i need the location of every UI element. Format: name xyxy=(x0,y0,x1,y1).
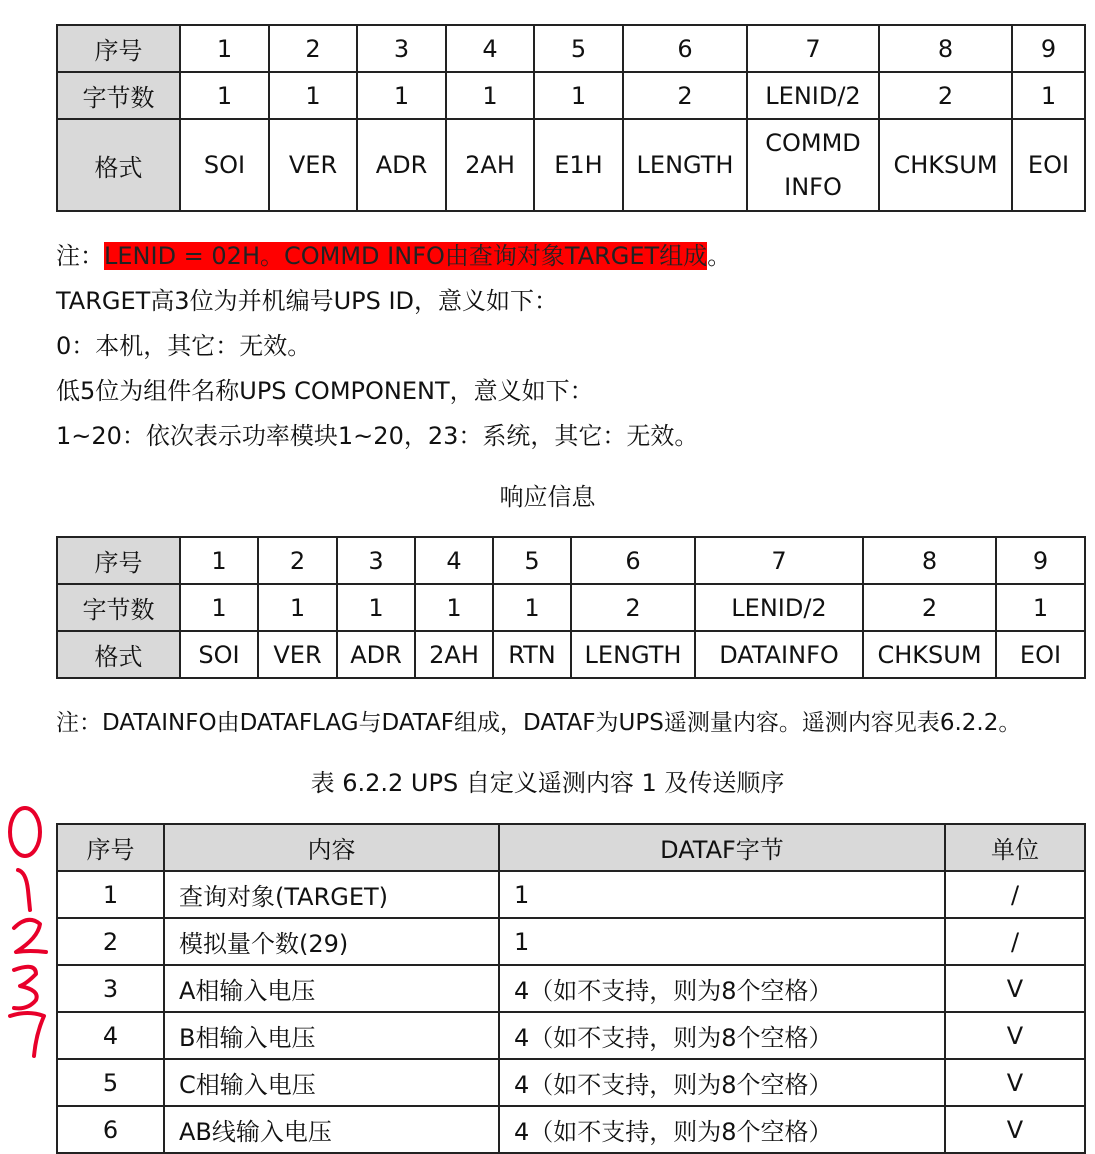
table-cell: 1 xyxy=(534,72,623,119)
table-cell: 2 xyxy=(258,537,337,584)
table-row xyxy=(57,918,1085,965)
table-cell: 4 xyxy=(57,1012,164,1059)
table-cell: / xyxy=(945,871,1085,918)
table-cell: A相输入电压 xyxy=(164,965,499,1012)
table-cell: 4（如不支持，则为8个空格） xyxy=(499,1106,945,1153)
table-cell: 5 xyxy=(57,1059,164,1106)
table-row xyxy=(57,1012,1085,1059)
table-row xyxy=(57,965,1085,1012)
table-cell: 序号 xyxy=(57,25,180,72)
table-cell: 9 xyxy=(996,537,1085,584)
note-suffix: 。 xyxy=(707,242,732,270)
table-row xyxy=(57,871,1085,918)
table-caption: 表 6.2.2 UPS 自定义遥测内容 1 及传送顺序 xyxy=(310,769,785,797)
table-cell: 4（如不支持，则为8个空格） xyxy=(499,1059,945,1106)
table-row xyxy=(57,119,1085,211)
column-header: 内容 xyxy=(164,824,499,871)
table-cell: V xyxy=(945,1012,1085,1059)
handwritten-annotation-icon xyxy=(0,800,60,1060)
note-low-bits: 低5位为组件名称UPS COMPONENT，意义如下： xyxy=(56,377,594,405)
table-cell: 6 xyxy=(57,1106,164,1153)
table-cell: SOI xyxy=(180,119,269,211)
note-local-unit: 0：本机，其它：无效。 xyxy=(56,332,312,360)
table-cell: 4 xyxy=(446,25,534,72)
table-cell: LENGTH xyxy=(623,119,747,211)
table-cell: 6 xyxy=(623,25,747,72)
table-cell: RTN xyxy=(493,631,571,678)
table-cell: 2 xyxy=(269,25,357,72)
table-cell: 1 xyxy=(180,537,258,584)
table-cell: 1 xyxy=(1012,72,1085,119)
table-row xyxy=(57,631,1085,678)
table-cell: B相输入电压 xyxy=(164,1012,499,1059)
note-components: 1~20：依次表示功率模块1~20，23：系统，其它：无效。 xyxy=(56,422,699,450)
table-cell: 字节数 xyxy=(57,584,180,631)
note-datainfo: 注：DATAINFO由DATAFLAG与DATAF组成，DATAF为UPS遥测量内容。遥测内容见表6.2.2。 xyxy=(56,710,1022,736)
table-cell: 1 xyxy=(258,584,337,631)
table-cell: LENID/2 xyxy=(747,72,879,119)
table-cell: 1 xyxy=(180,72,269,119)
table-row xyxy=(57,72,1085,119)
table-cell: 4（如不支持，则为8个空格） xyxy=(499,1012,945,1059)
table-cell: 1 xyxy=(415,584,493,631)
table-row xyxy=(57,537,1085,584)
note-lenid xyxy=(56,241,731,271)
table-cell: E1H xyxy=(534,119,623,211)
table-cell: CHKSUM xyxy=(879,119,1012,211)
column-header: 单位 xyxy=(945,824,1085,871)
column-header: DATAF字节 xyxy=(499,824,945,871)
table-cell: 3 xyxy=(337,537,415,584)
table-cell: ADR xyxy=(357,119,446,211)
table-cell: 2AH xyxy=(415,631,493,678)
table-cell: V xyxy=(945,1059,1085,1106)
table-row xyxy=(57,25,1085,72)
response-format-table xyxy=(56,536,1086,679)
table-cell: ADR xyxy=(337,631,415,678)
table-cell: 2 xyxy=(57,918,164,965)
table-cell: 1 xyxy=(493,584,571,631)
table-cell: 1 xyxy=(180,584,258,631)
table-cell: 2 xyxy=(863,584,996,631)
table-cell: 格式 xyxy=(57,119,180,211)
table-cell: 1 xyxy=(996,584,1085,631)
highlighted-text: LENID = 02H。COMMD INFO由查询对象TARGET组成 xyxy=(104,242,708,270)
table-cell: AB线输入电压 xyxy=(164,1106,499,1153)
table-cell: V xyxy=(945,1106,1085,1153)
table-cell: 查询对象(TARGET) xyxy=(164,871,499,918)
table-cell: 3 xyxy=(357,25,446,72)
table-cell: 4（如不支持，则为8个空格） xyxy=(499,965,945,1012)
table-cell: 2 xyxy=(623,72,747,119)
table-cell: EOI xyxy=(1012,119,1085,211)
table-cell: 9 xyxy=(1012,25,1085,72)
table-cell: C相输入电压 xyxy=(164,1059,499,1106)
table-cell: 1 xyxy=(337,584,415,631)
table-cell: 2 xyxy=(571,584,695,631)
table-cell: / xyxy=(945,918,1085,965)
table-cell: 1 xyxy=(446,72,534,119)
table-cell: 7 xyxy=(695,537,863,584)
note-prefix: 注： xyxy=(56,242,104,270)
table-cell: DATAINFO xyxy=(695,631,863,678)
table-cell: 8 xyxy=(879,25,1012,72)
table-cell: VER xyxy=(258,631,337,678)
table-cell: SOI xyxy=(180,631,258,678)
response-title: 响应信息 xyxy=(499,483,596,511)
table-cell: 3 xyxy=(57,965,164,1012)
table-cell: LENGTH xyxy=(571,631,695,678)
table-cell: COMMD INFO xyxy=(747,119,879,211)
table-cell: EOI xyxy=(996,631,1085,678)
note-target-high-bits: TARGET高3位为并机编号UPS ID，意义如下： xyxy=(56,287,559,315)
command-format-table xyxy=(56,24,1086,212)
table-cell: 5 xyxy=(493,537,571,584)
table-cell: 7 xyxy=(747,25,879,72)
table-cell: 字节数 xyxy=(57,72,180,119)
table-cell: VER xyxy=(269,119,357,211)
table-row xyxy=(57,584,1085,631)
table-cell: 1 xyxy=(180,25,269,72)
table-cell: 4 xyxy=(415,537,493,584)
table-cell: 序号 xyxy=(57,537,180,584)
table-cell: 8 xyxy=(863,537,996,584)
table-cell: 1 xyxy=(269,72,357,119)
table-cell: LENID/2 xyxy=(695,584,863,631)
table-header-row xyxy=(57,824,1085,871)
telemetry-content-table xyxy=(56,823,1086,1154)
table-cell: 1 xyxy=(499,871,945,918)
table-cell: CHKSUM xyxy=(863,631,996,678)
table-cell: 1 xyxy=(499,918,945,965)
table-cell: V xyxy=(945,965,1085,1012)
table-cell: 模拟量个数(29) xyxy=(164,918,499,965)
table-cell: 格式 xyxy=(57,631,180,678)
table-row xyxy=(57,1106,1085,1153)
column-header: 序号 xyxy=(57,824,164,871)
table-cell: 2 xyxy=(879,72,1012,119)
table-row xyxy=(57,1059,1085,1106)
table-cell: 2AH xyxy=(446,119,534,211)
table-cell: 1 xyxy=(57,871,164,918)
table-cell: 5 xyxy=(534,25,623,72)
table-cell: 1 xyxy=(357,72,446,119)
table-cell: 6 xyxy=(571,537,695,584)
